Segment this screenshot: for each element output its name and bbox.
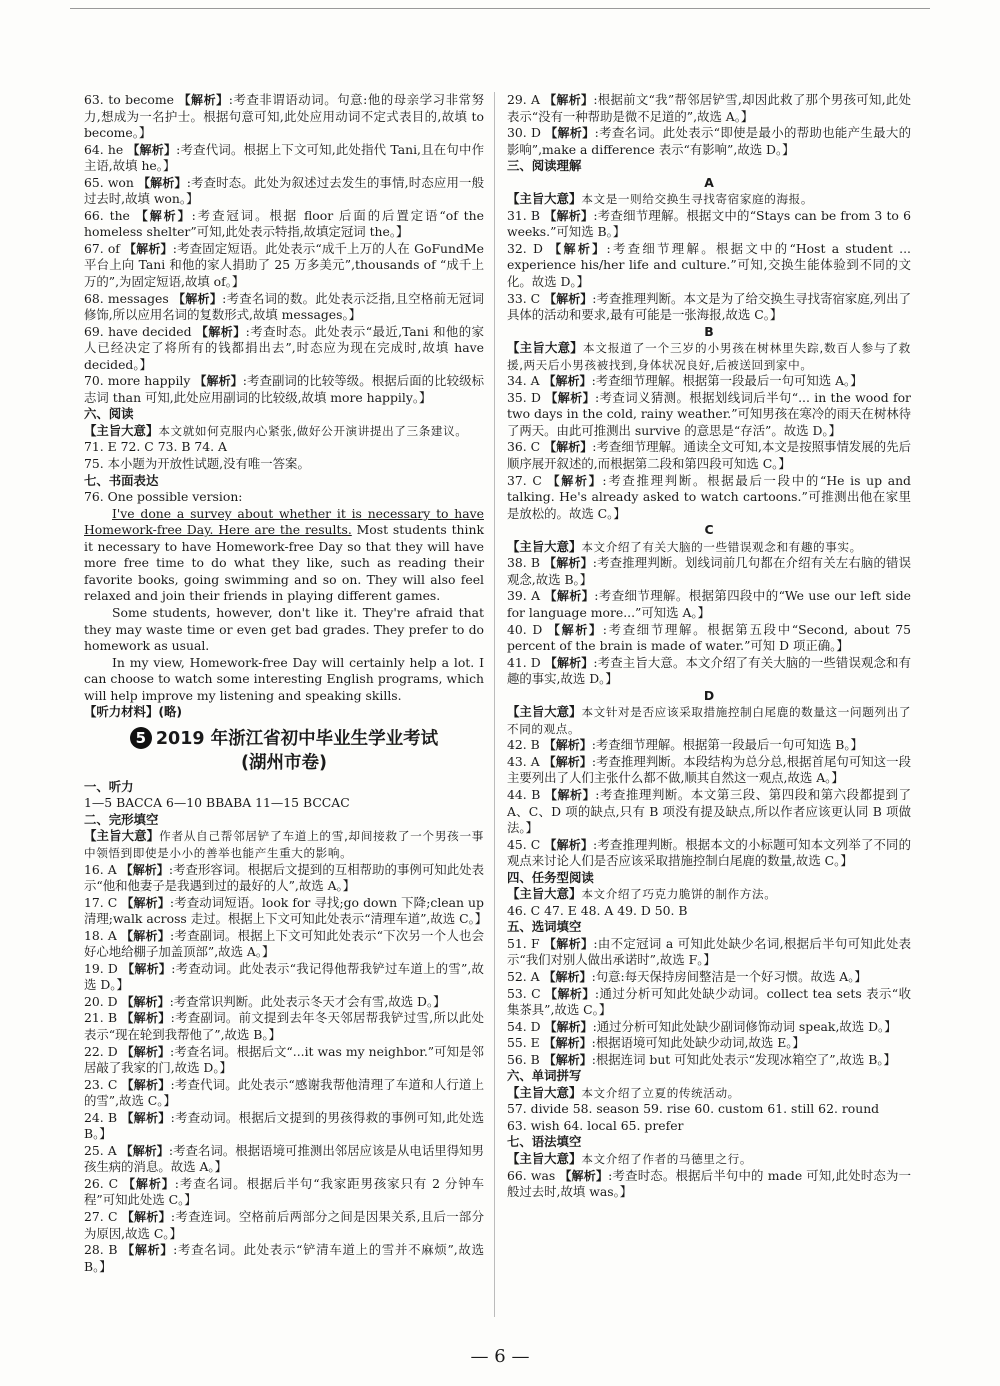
analysis-tag: 【解析】 bbox=[549, 241, 607, 256]
analysis-text: :考查时态。此处为叙述过去发生的事情,时态应用一般过去时,故填 won。】 bbox=[84, 174, 484, 207]
analysis-tag: 【解析】 bbox=[194, 374, 243, 389]
main-idea: 【主旨大意】作者从自己帮邻居铲了车道上的雪,却间接救了一个男孩一事中领悟到即使是小小的善举也能产生重大的影响。 bbox=[84, 828, 484, 860]
left-column bbox=[84, 92, 488, 1275]
answer-entry bbox=[84, 291, 484, 324]
analysis-tag: 【解析】 bbox=[135, 208, 192, 223]
answer-key: 56. B bbox=[507, 1051, 540, 1067]
analysis-text: :考查细节理解。根据第一段最后一句可知选 B。】 bbox=[591, 737, 863, 753]
analysis-text: :考查名词的数。此处表示泛指,且空格前无冠词修饰,所以应用名词的复数形式,故填 messages。】 bbox=[84, 290, 484, 323]
analysis-text: :根据前文“我”帮邻居铲雪,却因此救了那个男孩可知,此处表示“没有一种帮助是微不足道的”,故选 A。】 bbox=[507, 92, 911, 124]
analysis-tag: 【解析】 bbox=[543, 1036, 592, 1051]
underlined-text: I've done a survey about whether it is necessary to have Homework-free Day. Here are the results. bbox=[84, 505, 484, 538]
analysis-tag: 【解析】 bbox=[178, 93, 229, 107]
answer-entry bbox=[507, 837, 911, 870]
entries-b bbox=[507, 373, 911, 522]
exam-title: 2019 年浙江省初中毕业生学业考试 bbox=[155, 728, 439, 749]
answer-key: 70. more happily bbox=[84, 373, 191, 389]
answer-key: 25. A bbox=[84, 1142, 117, 1158]
left-entries-bottom bbox=[84, 861, 488, 1276]
analysis-tag: 【解析】 bbox=[120, 862, 169, 877]
analysis-tag: 【解析】 bbox=[121, 928, 171, 943]
answer-key: 19. D bbox=[84, 960, 118, 976]
right-entries-top bbox=[507, 92, 911, 158]
analysis-tag: 【解析】 bbox=[547, 622, 603, 637]
answer-key: 22. D bbox=[84, 1043, 118, 1059]
answer-entry bbox=[84, 373, 484, 406]
answer-entry bbox=[84, 994, 484, 1011]
analysis-text: :考查名词。根据语境可推测出邻居应该是从电话里得知男孩生病的消息。故选 A。】 bbox=[84, 1142, 484, 1175]
analysis-text: :考查非谓语动词。句意:他的母亲学习非常努力,想成为一名护士。根据句意可知,此处应用动词不定式表目的,故填 to become。】 bbox=[84, 92, 484, 141]
essay-paragraph-2: Some students, however, don't like it. They're afraid that they may waste time or even get bad grades. They prefer to do homework as usual. bbox=[84, 604, 484, 654]
answer-entry bbox=[507, 737, 911, 754]
answer-entry bbox=[84, 324, 484, 374]
analysis-tag: 【解析】 bbox=[543, 936, 594, 951]
answer-entry bbox=[84, 1077, 484, 1110]
main-idea: 【主旨大意】本文介绍了作者的马德里之行。 bbox=[507, 1151, 753, 1166]
analysis-tag: 【解析】 bbox=[544, 93, 594, 107]
analysis-text: :考查动词。根据后文提到的男孩得救的事例可知,此处选 B。】 bbox=[84, 1109, 484, 1142]
analysis-text: :考查动词。此处表示“我记得他帮我铲过车道上的雪”,故选 D。】 bbox=[84, 960, 484, 993]
answer-entry bbox=[507, 555, 911, 588]
exam-number-badge: 5 bbox=[130, 727, 152, 749]
answer-entry bbox=[507, 1168, 911, 1201]
column-divider bbox=[494, 92, 495, 1317]
answer-key: 42. B bbox=[507, 737, 540, 753]
analysis-text: :考查细节理解。根据第五段中“Second, about 75 percent of the brain is made of water.”可知 D 项正确。】 bbox=[507, 621, 911, 654]
main-idea: 【主旨大意】本文介绍了立夏的传统活动。 bbox=[507, 1084, 740, 1100]
analysis-tag: 【解析】 bbox=[547, 473, 603, 488]
analysis-text: :句意:每天保持房间整洁是一个好习惯。故选 A。】 bbox=[591, 968, 867, 984]
part-label: A bbox=[704, 174, 714, 190]
answer-key: 18. A bbox=[84, 927, 117, 943]
analysis-text: :考查时态。根据后半句中的 made 可知,此处时态为一般过去时,故填 was。】 bbox=[507, 1167, 911, 1200]
answer-entry bbox=[507, 390, 911, 440]
analysis-tag: 【解析】 bbox=[544, 837, 594, 852]
analysis-text: :考查连词。空格前后两部分之间是因果关系,且后一部分为原因,故选 C。】 bbox=[84, 1209, 484, 1241]
analysis-text: :考查推理判断。划线词前几句都在介绍有关左右脑的错误观念,故选 B。】 bbox=[507, 555, 911, 587]
part-label: D bbox=[703, 687, 715, 703]
answer-entry bbox=[84, 175, 484, 208]
answer-entry bbox=[84, 1143, 484, 1176]
answer-key: 20. D bbox=[84, 993, 118, 1009]
main-idea: 【主旨大意】本文就如何克服内心紧张,做好公开演讲提出了三条建议。 bbox=[84, 422, 468, 438]
answer-entry bbox=[84, 208, 484, 241]
answer-key: 64. he bbox=[84, 141, 124, 157]
analysis-tag: 【解析】 bbox=[121, 1011, 171, 1026]
analysis-tag: 【解析】 bbox=[121, 895, 170, 910]
section-title: 七、语法填空 bbox=[507, 1134, 582, 1150]
answer-key: 40. D bbox=[507, 621, 543, 637]
analysis-tag: 【解析】 bbox=[121, 1044, 170, 1059]
answers-line: 71. E 72. C 73. B 74. A bbox=[84, 439, 227, 455]
section-title: 六、阅读 bbox=[84, 406, 134, 422]
main-idea: 【主旨大意】本文报道了一个三岁的小男孩在树林里失踪,数百人参与了救援,两天后小男孩被找到,身体状况良好,后被送回到家中。 bbox=[507, 340, 911, 372]
answer-entry bbox=[507, 473, 911, 523]
section-title: 五、选词填空 bbox=[507, 919, 582, 935]
analysis-tag: 【解析】 bbox=[544, 556, 593, 571]
answer-key: 23. C bbox=[84, 1076, 118, 1092]
main-idea: 【主旨大意】本文介绍了有关大脑的一些错误观念和有趣的事实。 bbox=[507, 538, 862, 554]
entries-d bbox=[507, 737, 911, 869]
analysis-tag: 【解析】 bbox=[138, 175, 187, 190]
analysis-text: :考查名词。根据后半句“我家距男孩家只有 2 分钟车程”可知此处选 C。】 bbox=[84, 1175, 484, 1208]
analysis-text: :考查名词。此处表示“即使是最小的帮助也能产生最大的影响”,make a difference 表示“有影响”,故选 D。】 bbox=[507, 125, 911, 157]
section-title: 二、完形填空 bbox=[84, 811, 159, 827]
analysis-tag: 【解析】 bbox=[544, 655, 594, 670]
analysis-tag: 【解析】 bbox=[122, 1243, 174, 1258]
analysis-text: :通过分析可知此处缺少动词。collect tea sets 表示“收集茶具”,故选 C。】 bbox=[507, 985, 911, 1018]
essay-paragraph-1: I've done a survey about whether it is necessary to have Homework-free Day. Here are the results. Most students think it necessary to have Homework-free Day so that they will have more free time to do what they like, such as reading their favorite books, going swimming and so on. They will also feel relaxed and join their friends in playing different games. bbox=[84, 505, 484, 604]
right-column bbox=[507, 92, 911, 1201]
analysis-tag: 【解析】 bbox=[543, 738, 592, 753]
analysis-text: :根据连词 but 可知此处表示“发现冰箱空了”,故选 B。】 bbox=[591, 1051, 896, 1067]
answer-entry bbox=[507, 92, 911, 125]
answer-entry bbox=[84, 1209, 484, 1242]
answer-key: 66. was bbox=[507, 1167, 556, 1183]
answer-key: 28. B bbox=[84, 1242, 118, 1258]
answer-entry bbox=[507, 1019, 911, 1036]
analysis-tag: 【解析】 bbox=[122, 961, 172, 976]
analysis-text: :考查细节理解。根据第一段最后一句可知选 A。】 bbox=[591, 373, 863, 389]
answer-key: 31. B bbox=[507, 207, 541, 223]
analysis-tag: 【解析】 bbox=[121, 1077, 171, 1092]
analysis-text: :考查推理判断。根据本文的小标题可知本文列举了不同的观点来讨论人们是否应该采取措施控制白尾鹿的数量,故选 C。】 bbox=[507, 836, 911, 869]
answers-line: 46. C 47. E 48. A 49. D 50. B bbox=[507, 902, 688, 918]
analysis-text: :考查细节理解。根据文中的“Host a student ... experience his/her life and culture.”可知,交换生能体验到不同的文化。故选 D。】 bbox=[507, 240, 911, 290]
answer-key: 39. A bbox=[507, 588, 541, 604]
answer-key: 53. C bbox=[507, 985, 541, 1001]
answers-line: 63. wish 64. local 65. prefer bbox=[507, 1117, 684, 1133]
analysis-text: :通过分析可知此处缺少副词修饰动词 speak,故选 D。】 bbox=[592, 1018, 897, 1034]
answer-key: 55. E bbox=[507, 1035, 540, 1051]
analysis-text: :考查名词。根据后文“...it was my neighbor.”可知是邻居敲了我家的门,故选 D。】 bbox=[84, 1043, 484, 1076]
section-title: 三、阅读理解 bbox=[507, 158, 582, 174]
analysis-tag: 【解析】 bbox=[545, 390, 596, 405]
answer-key: 26. C bbox=[84, 1175, 119, 1191]
answer-entry bbox=[84, 862, 484, 895]
analysis-tag: 【解析】 bbox=[195, 324, 246, 339]
analysis-text: :考查推理判断。本文第三段、第四段和第六段都提到了 A、C、D 项的缺点,只有 B 项没有提及缺点,所以作者应该更认同 B 项做法。】 bbox=[507, 786, 911, 836]
analysis-tag: 【解析】 bbox=[545, 126, 595, 141]
answer-key: 35. D bbox=[507, 389, 541, 405]
analysis-tag: 【解析】 bbox=[543, 374, 592, 389]
analysis-text: :考查推理判断。本文是为了给交换生寻找寄宿家庭,列出了具体的活动和要求,最有可能是一张海报,故选 C。】 bbox=[507, 290, 911, 323]
section-title: 六、单词拼写 bbox=[507, 1068, 582, 1084]
answer-key: 37. C bbox=[507, 472, 542, 488]
answer-key: 17. C bbox=[84, 894, 118, 910]
exam-heading bbox=[84, 727, 484, 775]
analysis-text: :根据语境可知此处缺少动词,故选 E。】 bbox=[591, 1035, 805, 1051]
analysis-tag: 【解析】 bbox=[172, 291, 223, 306]
section-title: 一、听力 bbox=[84, 778, 134, 794]
listening-note: 【听力材料】(略) bbox=[84, 704, 183, 720]
analysis-tag: 【解析】 bbox=[559, 1168, 609, 1183]
analysis-text: :考查主旨大意。本文介绍了有关大脑的一些错误观念和有趣的事实,故选 D。】 bbox=[507, 654, 911, 687]
analysis-tag: 【解析】 bbox=[127, 142, 177, 157]
analysis-text: :考查细节理解。根据文中的“Stays can be from 3 to 6 weeks.”可知选 B。】 bbox=[507, 207, 911, 240]
analysis-text: :考查细节理解。通读全文可知,本文是按照事情发展的先后顺序展开叙述的,而根据第二段和第四段可知选 C。】 bbox=[507, 439, 911, 472]
answer-key: 21. B bbox=[84, 1010, 118, 1026]
analysis-tag: 【解析】 bbox=[543, 1052, 592, 1067]
answer-key: 34. A bbox=[507, 373, 540, 389]
answer-entry bbox=[84, 142, 484, 175]
answer-key: 36. C bbox=[507, 439, 541, 455]
analysis-text: :考查常识判断。此处表示冬天才会有雪,故选 D。】 bbox=[169, 993, 446, 1009]
analysis-tag: 【解析】 bbox=[543, 969, 592, 984]
answer-key: 63. to become bbox=[84, 92, 174, 107]
exam-subtitle: (湖州市卷) bbox=[241, 752, 327, 773]
entries-s7 bbox=[507, 1168, 911, 1201]
answer-entry bbox=[507, 986, 911, 1019]
essay-paragraph-3: In my view, Homework-free Day will certainly help a lot. I can choose to watch some interesting English programs, which will help improve my listening and speaking skills. bbox=[84, 654, 484, 703]
analysis-text: :考查副词。根据上下文可知此处表示“下次另一个人也会好心地给棚子加盖顶部”,故选 A。】 bbox=[84, 927, 484, 960]
answer-entry bbox=[507, 588, 911, 621]
answer-key: 30. D bbox=[507, 125, 541, 141]
answer-entry bbox=[507, 291, 911, 324]
answer-entry bbox=[507, 373, 911, 390]
analysis-tag: 【解析】 bbox=[543, 754, 592, 769]
analysis-text: :考查细节理解。根据第四段中的“We use our left side for language more...”可知选 A。】 bbox=[507, 588, 911, 620]
analysis-text: :考查时态。此处表示“最近,Tani 和他的家人已经决定了将所有的钱都捐出去”,时态应为现在完成时,故填 have decided。】 bbox=[84, 323, 484, 372]
analysis-tag: 【解析】 bbox=[544, 440, 593, 455]
analysis-tag: 【解析】 bbox=[544, 589, 595, 604]
analysis-text: :考查动词短语。look for 寻找;go down 下降;clean up 清理;walk across 走过。根据上下文可知此处表示“清理车道”,故选 C。】 bbox=[84, 894, 488, 927]
analysis-text: :考查固定短语。此处表示“成千上万的人在 GoFundMe 平台上向 Tani 和他的家人捐助了 25 万多美元”,thousands of “成千上万的”,为固定短语,故填 of。】 bbox=[84, 240, 484, 290]
answer-key: 45. C bbox=[507, 836, 541, 852]
analysis-tag: 【解析】 bbox=[120, 1143, 169, 1158]
section-title: 四、任务型阅读 bbox=[507, 869, 594, 885]
analysis-text: :考查名词。此处表示“铲清车道上的雪并不麻烦”,故选 B。】 bbox=[84, 1242, 484, 1274]
analysis-text: :考查代词。此处表示“感谢我帮他清理了车道和人行道上的雪”,故选 C。】 bbox=[84, 1076, 484, 1109]
main-idea: 【主旨大意】本文介绍了巧克力脆饼的制作方法。 bbox=[507, 886, 777, 902]
analysis-tag: 【解析】 bbox=[122, 1176, 175, 1191]
entries-c bbox=[507, 555, 911, 687]
answer-entry bbox=[507, 1052, 911, 1069]
answer-key: 41. D bbox=[507, 654, 541, 670]
analysis-tag: 【解析】 bbox=[121, 1110, 171, 1125]
answer-entry bbox=[507, 125, 911, 158]
analysis-tag: 【解析】 bbox=[544, 291, 593, 306]
answer-entry bbox=[84, 1110, 484, 1143]
answer-key: 43. A bbox=[507, 753, 540, 769]
answer-entry bbox=[84, 961, 484, 994]
section-title: 七、书面表达 bbox=[84, 472, 159, 488]
answer-entry bbox=[84, 1242, 484, 1275]
analysis-text: :考查推理判断。根据最后一段中的“He is up and talking. He's already asked to watch cartoons.”可推测出他在家里是放松的。故选 C。】 bbox=[507, 472, 911, 521]
essay bbox=[84, 489, 484, 704]
answer-key: 27. C bbox=[84, 1209, 118, 1224]
answer-entry bbox=[84, 1176, 484, 1209]
answer-entry bbox=[84, 1044, 484, 1077]
left-entries-top bbox=[84, 92, 484, 406]
analysis-text: :由不定冠词 a 可知此处缺少名词,根据后半句可知此处表示“我们对别人做出承诺时”,故选 F。】 bbox=[507, 935, 911, 968]
answer-key: 66. the bbox=[84, 207, 130, 223]
answer-entry bbox=[507, 622, 911, 655]
analysis-text: :考查词义猜测。根据划线词后半句“... in the wood for two days in the cold, rainy weather.”可知男孩在寒冷的雨天在树林待了两天。由此可推测出 survive 的意思是“存活”。故选 D。】 bbox=[507, 389, 911, 438]
answer-entry bbox=[84, 928, 484, 961]
answer-entry bbox=[84, 1010, 484, 1043]
answer-key: 68. messages bbox=[84, 290, 169, 306]
analysis-text: :考查副词的比较等级。根据后面的比较级标志词 than 可知,此处应用副词的比较级,故填 more happily。】 bbox=[84, 373, 484, 405]
answer-key: 65. won bbox=[84, 174, 134, 190]
analysis-tag: 【解析】 bbox=[121, 994, 170, 1009]
answer-entry bbox=[84, 92, 484, 142]
answers-line: 1—5 BACCA 6—10 BBABA 11—15 BCCAC bbox=[84, 795, 350, 811]
analysis-tag: 【解析】 bbox=[544, 1019, 593, 1034]
answer-entry bbox=[507, 969, 911, 986]
analysis-tag: 【解析】 bbox=[121, 1210, 171, 1224]
main-idea: 【主旨大意】本文针对是否应该采取措施控制白尾鹿的数量这一问题列出了不同的观点。 bbox=[507, 704, 912, 736]
analysis-tag: 【解析】 bbox=[545, 986, 595, 1001]
answer-entry bbox=[507, 936, 911, 969]
analysis-text: :考查冠词。根据 floor 后面的后置定语“of the homeless shelter”可知,此处表示特指,故填定冠词 the。】 bbox=[84, 207, 484, 240]
main-idea: 【主旨大意】本文是一则给交换生寻找寄宿家庭的海报。 bbox=[507, 191, 814, 207]
top-rule bbox=[70, 8, 930, 9]
part-label: B bbox=[704, 323, 714, 339]
answer-key: 24. B bbox=[84, 1109, 118, 1125]
answer-key: 29. A bbox=[507, 92, 540, 107]
answers-line: 57. divide 58. season 59. rise 60. custom 61. still 62. round bbox=[507, 1101, 880, 1117]
answer-key: 51. F bbox=[507, 935, 540, 951]
answer-key: 38. B bbox=[507, 555, 540, 571]
answer-entry bbox=[507, 655, 911, 688]
analysis-tag: 【解析】 bbox=[544, 787, 596, 802]
part-label: C bbox=[704, 522, 714, 538]
answer-key: 52. A bbox=[507, 968, 540, 984]
analysis-text: :考查副词。前文提到去年冬天邻居帮我铲过雪,所以此处表示“现在轮到我帮他了”,故选 B。】 bbox=[84, 1010, 484, 1042]
answer-entry bbox=[84, 241, 484, 291]
answer-entry bbox=[507, 241, 911, 291]
page-number: — 6 — bbox=[470, 1346, 530, 1367]
answer-entry bbox=[507, 787, 911, 837]
analysis-tag: 【解析】 bbox=[124, 241, 173, 256]
answer-key: 67. of bbox=[84, 240, 120, 256]
answer-key: 44. B bbox=[507, 786, 541, 802]
analysis-tag: 【解析】 bbox=[544, 208, 594, 223]
answer-key: 32. D bbox=[507, 240, 543, 256]
analysis-text: :考查形容词。根据后文提到的互相帮助的事例可知此处表示“他和他妻子是我遇到过的最好的人”,故选 A。】 bbox=[84, 861, 484, 894]
analysis-text: :考查推理判断。本段结构为总分总,根据首尾句可知这一段主要列出了人们主张什么都不做,顺其自然这一观点,故选 A。】 bbox=[507, 753, 911, 786]
answer-entry bbox=[507, 754, 911, 787]
answer-key: 16. A bbox=[84, 861, 117, 877]
answer-key: 69. have decided bbox=[84, 323, 192, 339]
answer-key: 54. D bbox=[507, 1018, 541, 1034]
answer-entry bbox=[507, 1035, 911, 1052]
note-line: 75. 本小题为开放性试题,没有唯一答案。 bbox=[84, 456, 310, 472]
answer-entry bbox=[84, 894, 488, 928]
answer-key: 33. C bbox=[507, 290, 541, 306]
analysis-text: :考查代词。根据上下文可知,此处指代 Tani,且在句中作主语,故填 he。】 bbox=[84, 141, 484, 174]
essay-intro: 76. One possible version: bbox=[84, 489, 243, 505]
entries-a bbox=[507, 208, 911, 324]
answer-entry bbox=[507, 208, 911, 241]
entries-s5 bbox=[507, 936, 911, 1068]
answer-entry bbox=[507, 439, 911, 472]
